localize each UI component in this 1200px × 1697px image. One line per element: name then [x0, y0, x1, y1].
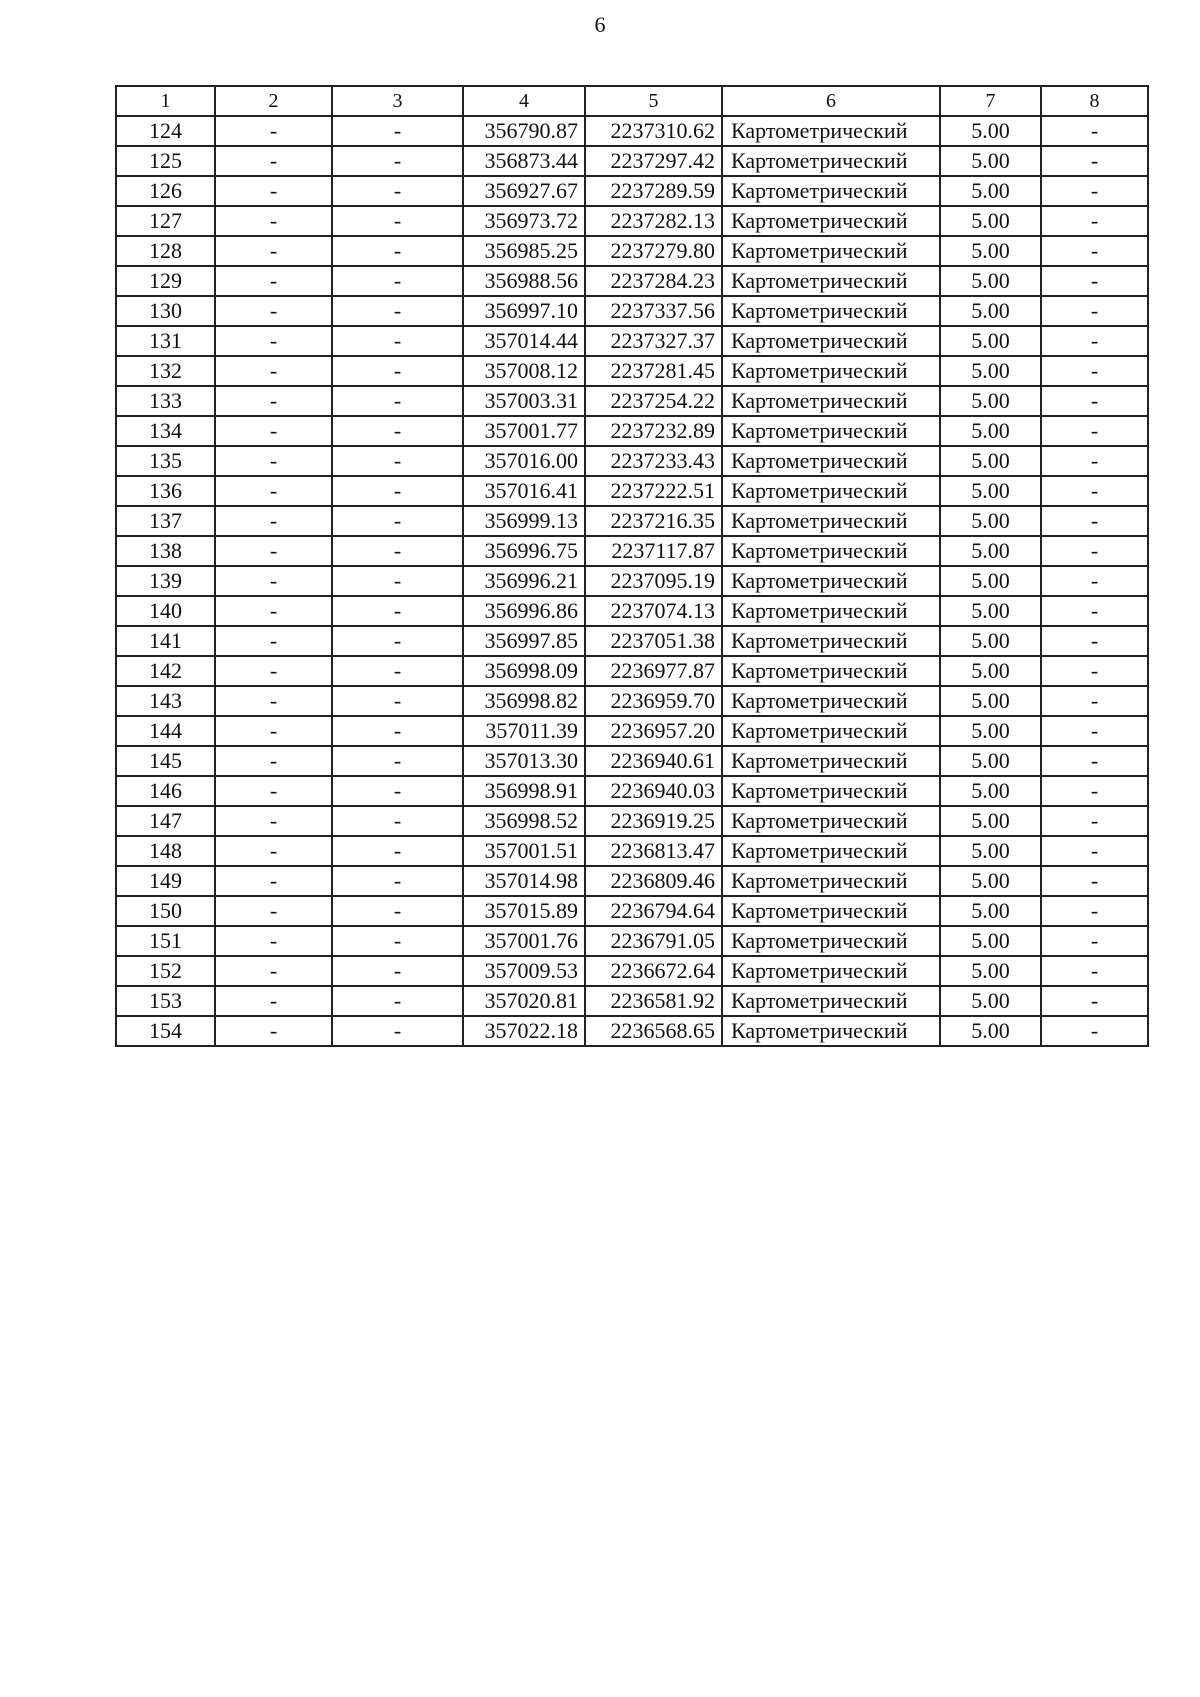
- accuracy-cell: 5.00: [940, 326, 1041, 356]
- y-coordinate-cell: 2237074.13: [585, 596, 722, 626]
- table-row: [116, 866, 1148, 896]
- method-cell: Картометрический: [722, 926, 940, 956]
- point-number-cell: 141: [116, 626, 215, 656]
- col8-cell: -: [1041, 176, 1148, 206]
- table-row: [116, 266, 1148, 296]
- col3-cell: -: [332, 176, 463, 206]
- col3-cell: -: [332, 566, 463, 596]
- accuracy-cell: 5.00: [940, 776, 1041, 806]
- col8-cell: -: [1041, 296, 1148, 326]
- table-row: [116, 686, 1148, 716]
- table-row: [116, 206, 1148, 236]
- col8-cell: -: [1041, 716, 1148, 746]
- col8-cell: -: [1041, 656, 1148, 686]
- table-row: [116, 356, 1148, 386]
- col2-cell: -: [215, 776, 332, 806]
- col3-cell: -: [332, 836, 463, 866]
- col8-cell: -: [1041, 206, 1148, 236]
- col3-cell: -: [332, 476, 463, 506]
- col3-cell: -: [332, 416, 463, 446]
- y-coordinate-cell: 2237232.89: [585, 416, 722, 446]
- method-cell: Картометрический: [722, 686, 940, 716]
- col3-cell: -: [332, 356, 463, 386]
- table-body: [116, 116, 1148, 1046]
- y-coordinate-cell: 2237222.51: [585, 476, 722, 506]
- col2-cell: -: [215, 536, 332, 566]
- col3-cell: -: [332, 326, 463, 356]
- col8-cell: -: [1041, 626, 1148, 656]
- x-coordinate-cell: 356998.09: [463, 656, 585, 686]
- col8-cell: -: [1041, 326, 1148, 356]
- y-coordinate-cell: 2237279.80: [585, 236, 722, 266]
- coordinates-table: [115, 85, 1149, 1047]
- y-coordinate-cell: 2237095.19: [585, 566, 722, 596]
- y-coordinate-cell: 2236919.25: [585, 806, 722, 836]
- table-row: [116, 716, 1148, 746]
- col8-cell: -: [1041, 896, 1148, 926]
- point-number-cell: 134: [116, 416, 215, 446]
- table-row: [116, 926, 1148, 956]
- method-cell: Картометрический: [722, 146, 940, 176]
- col3-cell: -: [332, 956, 463, 986]
- method-cell: Картометрический: [722, 116, 940, 146]
- accuracy-cell: 5.00: [940, 926, 1041, 956]
- x-coordinate-cell: 356873.44: [463, 146, 585, 176]
- y-coordinate-cell: 2237282.13: [585, 206, 722, 236]
- col3-cell: -: [332, 686, 463, 716]
- col2-cell: -: [215, 686, 332, 716]
- col3-cell: -: [332, 386, 463, 416]
- col8-cell: -: [1041, 386, 1148, 416]
- column-header: 1: [116, 86, 215, 116]
- point-number-cell: 142: [116, 656, 215, 686]
- y-coordinate-cell: 2236940.03: [585, 776, 722, 806]
- x-coordinate-cell: 356996.21: [463, 566, 585, 596]
- y-coordinate-cell: 2236959.70: [585, 686, 722, 716]
- method-cell: Картометрический: [722, 206, 940, 236]
- col3-cell: -: [332, 446, 463, 476]
- col3-cell: -: [332, 926, 463, 956]
- accuracy-cell: 5.00: [940, 596, 1041, 626]
- method-cell: Картометрический: [722, 296, 940, 326]
- col8-cell: -: [1041, 506, 1148, 536]
- col2-cell: -: [215, 866, 332, 896]
- x-coordinate-cell: 357020.81: [463, 986, 585, 1016]
- col8-cell: -: [1041, 926, 1148, 956]
- point-number-cell: 143: [116, 686, 215, 716]
- col3-cell: -: [332, 866, 463, 896]
- col2-cell: -: [215, 416, 332, 446]
- col3-cell: -: [332, 146, 463, 176]
- point-number-cell: 148: [116, 836, 215, 866]
- method-cell: Картометрический: [722, 236, 940, 266]
- point-number-cell: 139: [116, 566, 215, 596]
- accuracy-cell: 5.00: [940, 356, 1041, 386]
- point-number-cell: 125: [116, 146, 215, 176]
- point-number-cell: 151: [116, 926, 215, 956]
- col2-cell: -: [215, 296, 332, 326]
- accuracy-cell: 5.00: [940, 836, 1041, 866]
- y-coordinate-cell: 2237233.43: [585, 446, 722, 476]
- col2-cell: -: [215, 386, 332, 416]
- accuracy-cell: 5.00: [940, 176, 1041, 206]
- column-header: 5: [585, 86, 722, 116]
- page-number: 6: [594, 12, 606, 37]
- col2-cell: -: [215, 326, 332, 356]
- method-cell: Картометрический: [722, 506, 940, 536]
- table-row: [116, 746, 1148, 776]
- table-row: [116, 956, 1148, 986]
- col3-cell: -: [332, 746, 463, 776]
- col2-cell: -: [215, 236, 332, 266]
- point-number-cell: 153: [116, 986, 215, 1016]
- column-header: 7: [940, 86, 1041, 116]
- x-coordinate-cell: 357001.51: [463, 836, 585, 866]
- accuracy-cell: 5.00: [940, 386, 1041, 416]
- method-cell: Картометрический: [722, 626, 940, 656]
- method-cell: Картометрический: [722, 326, 940, 356]
- column-header: 2: [215, 86, 332, 116]
- col8-cell: -: [1041, 476, 1148, 506]
- y-coordinate-cell: 2237337.56: [585, 296, 722, 326]
- table-row: [116, 116, 1148, 146]
- point-number-cell: 128: [116, 236, 215, 266]
- col8-cell: -: [1041, 746, 1148, 776]
- col2-cell: -: [215, 716, 332, 746]
- accuracy-cell: 5.00: [940, 956, 1041, 986]
- method-cell: Картометрический: [722, 356, 940, 386]
- x-coordinate-cell: 356997.10: [463, 296, 585, 326]
- x-coordinate-cell: 356999.13: [463, 506, 585, 536]
- col3-cell: -: [332, 236, 463, 266]
- method-cell: Картометрический: [722, 776, 940, 806]
- accuracy-cell: 5.00: [940, 986, 1041, 1016]
- accuracy-cell: 5.00: [940, 206, 1041, 236]
- col3-cell: -: [332, 656, 463, 686]
- table-row: [116, 836, 1148, 866]
- x-coordinate-cell: 357008.12: [463, 356, 585, 386]
- col2-cell: -: [215, 926, 332, 956]
- y-coordinate-cell: 2236813.47: [585, 836, 722, 866]
- table-row: [116, 236, 1148, 266]
- method-cell: Картометрический: [722, 176, 940, 206]
- accuracy-cell: 5.00: [940, 806, 1041, 836]
- y-coordinate-cell: 2236794.64: [585, 896, 722, 926]
- accuracy-cell: 5.00: [940, 236, 1041, 266]
- point-number-cell: 154: [116, 1016, 215, 1046]
- y-coordinate-cell: 2236672.64: [585, 956, 722, 986]
- x-coordinate-cell: 357016.41: [463, 476, 585, 506]
- table-row: [116, 476, 1148, 506]
- point-number-cell: 131: [116, 326, 215, 356]
- point-number-cell: 129: [116, 266, 215, 296]
- accuracy-cell: 5.00: [940, 296, 1041, 326]
- accuracy-cell: 5.00: [940, 476, 1041, 506]
- col3-cell: -: [332, 296, 463, 326]
- col2-cell: -: [215, 896, 332, 926]
- column-header: 8: [1041, 86, 1148, 116]
- y-coordinate-cell: 2236940.61: [585, 746, 722, 776]
- col2-cell: -: [215, 506, 332, 536]
- accuracy-cell: 5.00: [940, 146, 1041, 176]
- accuracy-cell: 5.00: [940, 1016, 1041, 1046]
- accuracy-cell: 5.00: [940, 656, 1041, 686]
- accuracy-cell: 5.00: [940, 536, 1041, 566]
- table-row: [116, 596, 1148, 626]
- y-coordinate-cell: 2237254.22: [585, 386, 722, 416]
- y-coordinate-cell: 2237297.42: [585, 146, 722, 176]
- method-cell: Картометрический: [722, 656, 940, 686]
- col8-cell: -: [1041, 806, 1148, 836]
- accuracy-cell: 5.00: [940, 626, 1041, 656]
- accuracy-cell: 5.00: [940, 116, 1041, 146]
- accuracy-cell: 5.00: [940, 896, 1041, 926]
- y-coordinate-cell: 2236809.46: [585, 866, 722, 896]
- y-coordinate-cell: 2236957.20: [585, 716, 722, 746]
- accuracy-cell: 5.00: [940, 866, 1041, 896]
- point-number-cell: 147: [116, 806, 215, 836]
- x-coordinate-cell: 357022.18: [463, 1016, 585, 1046]
- x-coordinate-cell: 357015.89: [463, 896, 585, 926]
- column-header: 6: [722, 86, 940, 116]
- accuracy-cell: 5.00: [940, 266, 1041, 296]
- col8-cell: -: [1041, 446, 1148, 476]
- table-row: [116, 776, 1148, 806]
- col8-cell: -: [1041, 596, 1148, 626]
- method-cell: Картометрический: [722, 596, 940, 626]
- x-coordinate-cell: 357001.77: [463, 416, 585, 446]
- x-coordinate-cell: 356998.52: [463, 806, 585, 836]
- accuracy-cell: 5.00: [940, 746, 1041, 776]
- point-number-cell: 146: [116, 776, 215, 806]
- table-row: [116, 566, 1148, 596]
- col3-cell: -: [332, 596, 463, 626]
- y-coordinate-cell: 2237284.23: [585, 266, 722, 296]
- col2-cell: -: [215, 206, 332, 236]
- y-coordinate-cell: 2237281.45: [585, 356, 722, 386]
- method-cell: Картометрический: [722, 746, 940, 776]
- col2-cell: -: [215, 146, 332, 176]
- col2-cell: -: [215, 176, 332, 206]
- accuracy-cell: 5.00: [940, 416, 1041, 446]
- y-coordinate-cell: 2237216.35: [585, 506, 722, 536]
- col3-cell: -: [332, 716, 463, 746]
- col8-cell: -: [1041, 836, 1148, 866]
- method-cell: Картометрический: [722, 866, 940, 896]
- col3-cell: -: [332, 266, 463, 296]
- method-cell: Картометрический: [722, 836, 940, 866]
- method-cell: Картометрический: [722, 956, 940, 986]
- y-coordinate-cell: 2236977.87: [585, 656, 722, 686]
- table-row: [116, 986, 1148, 1016]
- col8-cell: -: [1041, 986, 1148, 1016]
- point-number-cell: 127: [116, 206, 215, 236]
- y-coordinate-cell: 2237117.87: [585, 536, 722, 566]
- x-coordinate-cell: 357014.44: [463, 326, 585, 356]
- table-row: [116, 1016, 1148, 1046]
- point-number-cell: 136: [116, 476, 215, 506]
- x-coordinate-cell: 356927.67: [463, 176, 585, 206]
- table-row: [116, 896, 1148, 926]
- accuracy-cell: 5.00: [940, 566, 1041, 596]
- y-coordinate-cell: 2236581.92: [585, 986, 722, 1016]
- col8-cell: -: [1041, 776, 1148, 806]
- col3-cell: -: [332, 206, 463, 236]
- table-row: [116, 656, 1148, 686]
- x-coordinate-cell: 357013.30: [463, 746, 585, 776]
- accuracy-cell: 5.00: [940, 506, 1041, 536]
- x-coordinate-cell: 356998.91: [463, 776, 585, 806]
- col3-cell: -: [332, 626, 463, 656]
- x-coordinate-cell: 357009.53: [463, 956, 585, 986]
- col2-cell: -: [215, 806, 332, 836]
- point-number-cell: 152: [116, 956, 215, 986]
- x-coordinate-cell: 357001.76: [463, 926, 585, 956]
- y-coordinate-cell: 2237289.59: [585, 176, 722, 206]
- col8-cell: -: [1041, 116, 1148, 146]
- col8-cell: -: [1041, 416, 1148, 446]
- table-row: [116, 176, 1148, 206]
- col2-cell: -: [215, 986, 332, 1016]
- col3-cell: -: [332, 1016, 463, 1046]
- col8-cell: -: [1041, 356, 1148, 386]
- point-number-cell: 132: [116, 356, 215, 386]
- point-number-cell: 144: [116, 716, 215, 746]
- col2-cell: -: [215, 626, 332, 656]
- point-number-cell: 145: [116, 746, 215, 776]
- x-coordinate-cell: 356985.25: [463, 236, 585, 266]
- col2-cell: -: [215, 656, 332, 686]
- table-row: [116, 416, 1148, 446]
- table-row: [116, 446, 1148, 476]
- col2-cell: -: [215, 116, 332, 146]
- col2-cell: -: [215, 1016, 332, 1046]
- method-cell: Картометрический: [722, 806, 940, 836]
- point-number-cell: 133: [116, 386, 215, 416]
- x-coordinate-cell: 356996.86: [463, 596, 585, 626]
- col2-cell: -: [215, 446, 332, 476]
- table-header-row: [116, 86, 1148, 116]
- method-cell: Картометрический: [722, 536, 940, 566]
- x-coordinate-cell: 357014.98: [463, 866, 585, 896]
- col8-cell: -: [1041, 956, 1148, 986]
- method-cell: Картометрический: [722, 986, 940, 1016]
- table-row: [116, 326, 1148, 356]
- accuracy-cell: 5.00: [940, 446, 1041, 476]
- y-coordinate-cell: 2237310.62: [585, 116, 722, 146]
- column-header: 3: [332, 86, 463, 116]
- col2-cell: -: [215, 596, 332, 626]
- col8-cell: -: [1041, 566, 1148, 596]
- col8-cell: -: [1041, 1016, 1148, 1046]
- col3-cell: -: [332, 986, 463, 1016]
- point-number-cell: 149: [116, 866, 215, 896]
- method-cell: Картометрический: [722, 266, 940, 296]
- accuracy-cell: 5.00: [940, 686, 1041, 716]
- col3-cell: -: [332, 776, 463, 806]
- col8-cell: -: [1041, 236, 1148, 266]
- x-coordinate-cell: 356790.87: [463, 116, 585, 146]
- point-number-cell: 130: [116, 296, 215, 326]
- col2-cell: -: [215, 836, 332, 866]
- y-coordinate-cell: 2237327.37: [585, 326, 722, 356]
- col2-cell: -: [215, 566, 332, 596]
- point-number-cell: 135: [116, 446, 215, 476]
- method-cell: Картометрический: [722, 896, 940, 926]
- col3-cell: -: [332, 896, 463, 926]
- accuracy-cell: 5.00: [940, 716, 1041, 746]
- x-coordinate-cell: 357003.31: [463, 386, 585, 416]
- col2-cell: -: [215, 356, 332, 386]
- column-header: 4: [463, 86, 585, 116]
- x-coordinate-cell: 356996.75: [463, 536, 585, 566]
- point-number-cell: 124: [116, 116, 215, 146]
- table-row: [116, 386, 1148, 416]
- table-row: [116, 296, 1148, 326]
- table-row: [116, 146, 1148, 176]
- y-coordinate-cell: 2237051.38: [585, 626, 722, 656]
- point-number-cell: 140: [116, 596, 215, 626]
- point-number-cell: 126: [116, 176, 215, 206]
- table-row: [116, 626, 1148, 656]
- col3-cell: -: [332, 116, 463, 146]
- col8-cell: -: [1041, 146, 1148, 176]
- col8-cell: -: [1041, 866, 1148, 896]
- table-row: [116, 536, 1148, 566]
- point-number-cell: 138: [116, 536, 215, 566]
- table-row: [116, 806, 1148, 836]
- x-coordinate-cell: 356988.56: [463, 266, 585, 296]
- y-coordinate-cell: 2236568.65: [585, 1016, 722, 1046]
- method-cell: Картометрический: [722, 386, 940, 416]
- col8-cell: -: [1041, 686, 1148, 716]
- col8-cell: -: [1041, 266, 1148, 296]
- method-cell: Картометрический: [722, 416, 940, 446]
- method-cell: Картометрический: [722, 1016, 940, 1046]
- col2-cell: -: [215, 956, 332, 986]
- col2-cell: -: [215, 266, 332, 296]
- point-number-cell: 150: [116, 896, 215, 926]
- x-coordinate-cell: 357011.39: [463, 716, 585, 746]
- x-coordinate-cell: 356997.85: [463, 626, 585, 656]
- point-number-cell: 137: [116, 506, 215, 536]
- method-cell: Картометрический: [722, 476, 940, 506]
- x-coordinate-cell: 356998.82: [463, 686, 585, 716]
- col2-cell: -: [215, 746, 332, 776]
- col3-cell: -: [332, 536, 463, 566]
- x-coordinate-cell: 357016.00: [463, 446, 585, 476]
- col8-cell: -: [1041, 536, 1148, 566]
- y-coordinate-cell: 2236791.05: [585, 926, 722, 956]
- x-coordinate-cell: 356973.72: [463, 206, 585, 236]
- method-cell: Картометрический: [722, 716, 940, 746]
- table-row: [116, 506, 1148, 536]
- method-cell: Картометрический: [722, 446, 940, 476]
- col3-cell: -: [332, 506, 463, 536]
- method-cell: Картометрический: [722, 566, 940, 596]
- col3-cell: -: [332, 806, 463, 836]
- col2-cell: -: [215, 476, 332, 506]
